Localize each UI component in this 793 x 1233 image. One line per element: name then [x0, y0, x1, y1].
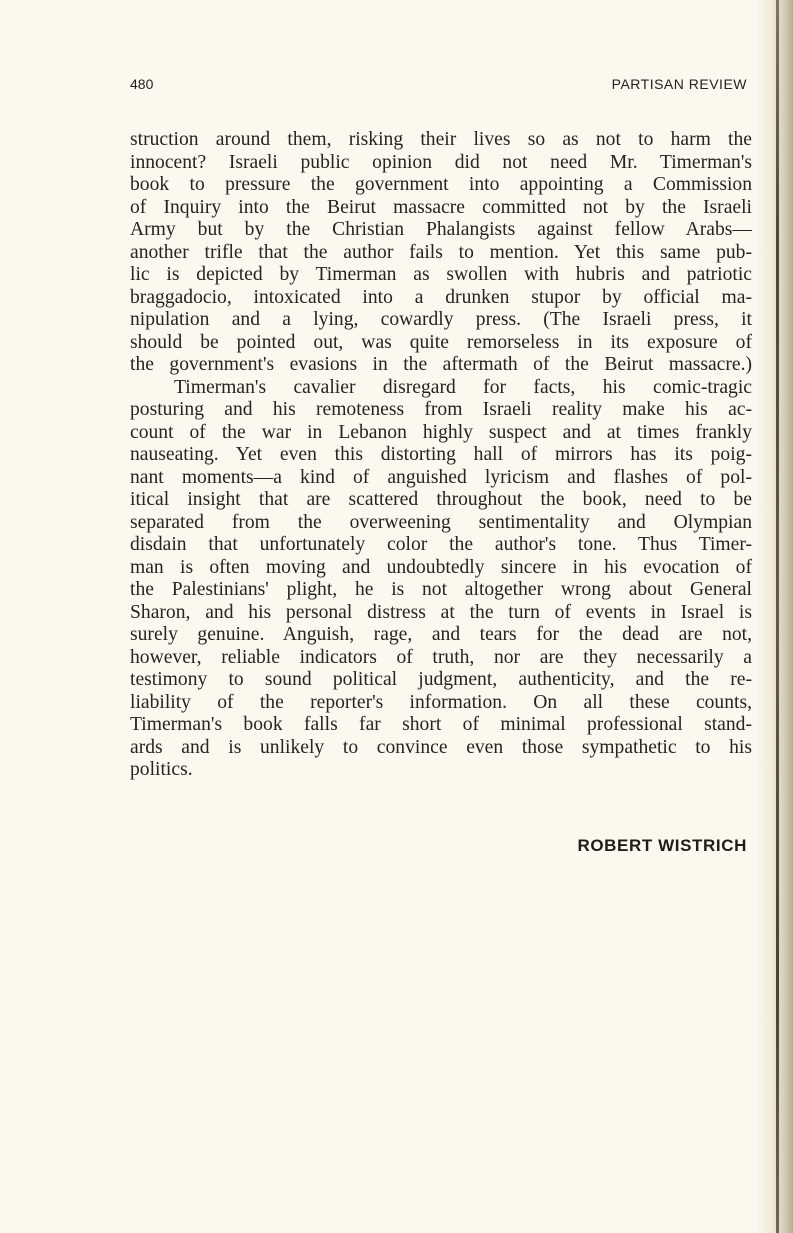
page-header — [130, 76, 747, 96]
page-number: 480 — [130, 76, 154, 92]
page-binding-shadow — [776, 0, 779, 1233]
text-line: Army but by the Christian Phalangists against fellow Arabs— — [130, 219, 752, 240]
text-line: man is often moving and undoubtedly sincere in his evocation of — [130, 556, 752, 578]
running-head: PARTISAN REVIEW — [611, 76, 747, 92]
author-signature: ROBERT WISTRICH — [577, 836, 747, 855]
text-line: Timerman's book falls far short of minimal professional stand- — [130, 714, 752, 735]
text-line: surely genuine. Anguish, rage, and tears for the dead are not, — [130, 624, 752, 645]
text-line: liability of the reporter's information. On all these counts, — [130, 691, 752, 713]
text-line: of Inquiry into the Beirut massacre committed not by the Israeli — [130, 196, 752, 218]
page-binding-edge — [755, 0, 793, 1233]
text-line: braggadocio, intoxicated into a drunken stupor by official ma- — [130, 286, 752, 308]
paragraph-1 — [130, 129, 752, 377]
text-line: Timerman's cavalier disregard for facts, his comic-tragic — [174, 376, 752, 398]
text-line: nipulation and a lying, cowardly press. (The Israeli press, it — [130, 309, 752, 330]
text-line: the Palestinians' plight, he is not altogether wrong about General — [130, 579, 752, 600]
text-line: nauseating. Yet even this distorting hall of mirrors has its poig- — [130, 444, 752, 465]
text-line: testimony to sound political judgment, authenticity, and the re- — [130, 669, 752, 690]
text-line: posturing and his remoteness from Israeli reality make his ac- — [130, 399, 752, 420]
text-line: Sharon, and his personal distress at the turn of events in Israel is — [130, 601, 752, 623]
text-line: however, reliable indicators of truth, nor are they necessarily a — [130, 646, 752, 668]
article-body — [130, 129, 752, 782]
text-line: disdain that unfortunately color the author's tone. Thus Timer- — [130, 534, 752, 555]
text-line: itical insight that are scattered throughout the book, need to be — [130, 489, 752, 510]
text-line: another trifle that the author fails to mention. Yet this same pub- — [130, 241, 752, 263]
text-line: innocent? Israeli public opinion did not need Mr. Timerman's — [130, 151, 752, 173]
text-line: separated from the overweening sentimentality and Olympian — [130, 511, 752, 533]
text-line: nant moments—a kind of anguished lyricism and flashes of pol- — [130, 466, 752, 488]
text-line: politics. — [130, 759, 193, 780]
text-line: book to pressure the government into appointing a Commission — [130, 174, 752, 195]
text-line: the government's evasions in the aftermath of the Beirut massacre.) — [130, 354, 752, 375]
text-line: should be pointed out, was quite remorseless in its exposure of — [130, 331, 752, 353]
text-line: ards and is unlikely to convince even those sympathetic to his — [130, 736, 752, 758]
text-line: count of the war in Lebanon highly suspect and at times frankly — [130, 421, 752, 443]
text-line: struction around them, risking their lives so as not to harm the — [130, 129, 752, 150]
text-line: lic is depicted by Timerman as swollen with hubris and patriotic — [130, 264, 752, 285]
paragraph-2 — [130, 377, 752, 782]
